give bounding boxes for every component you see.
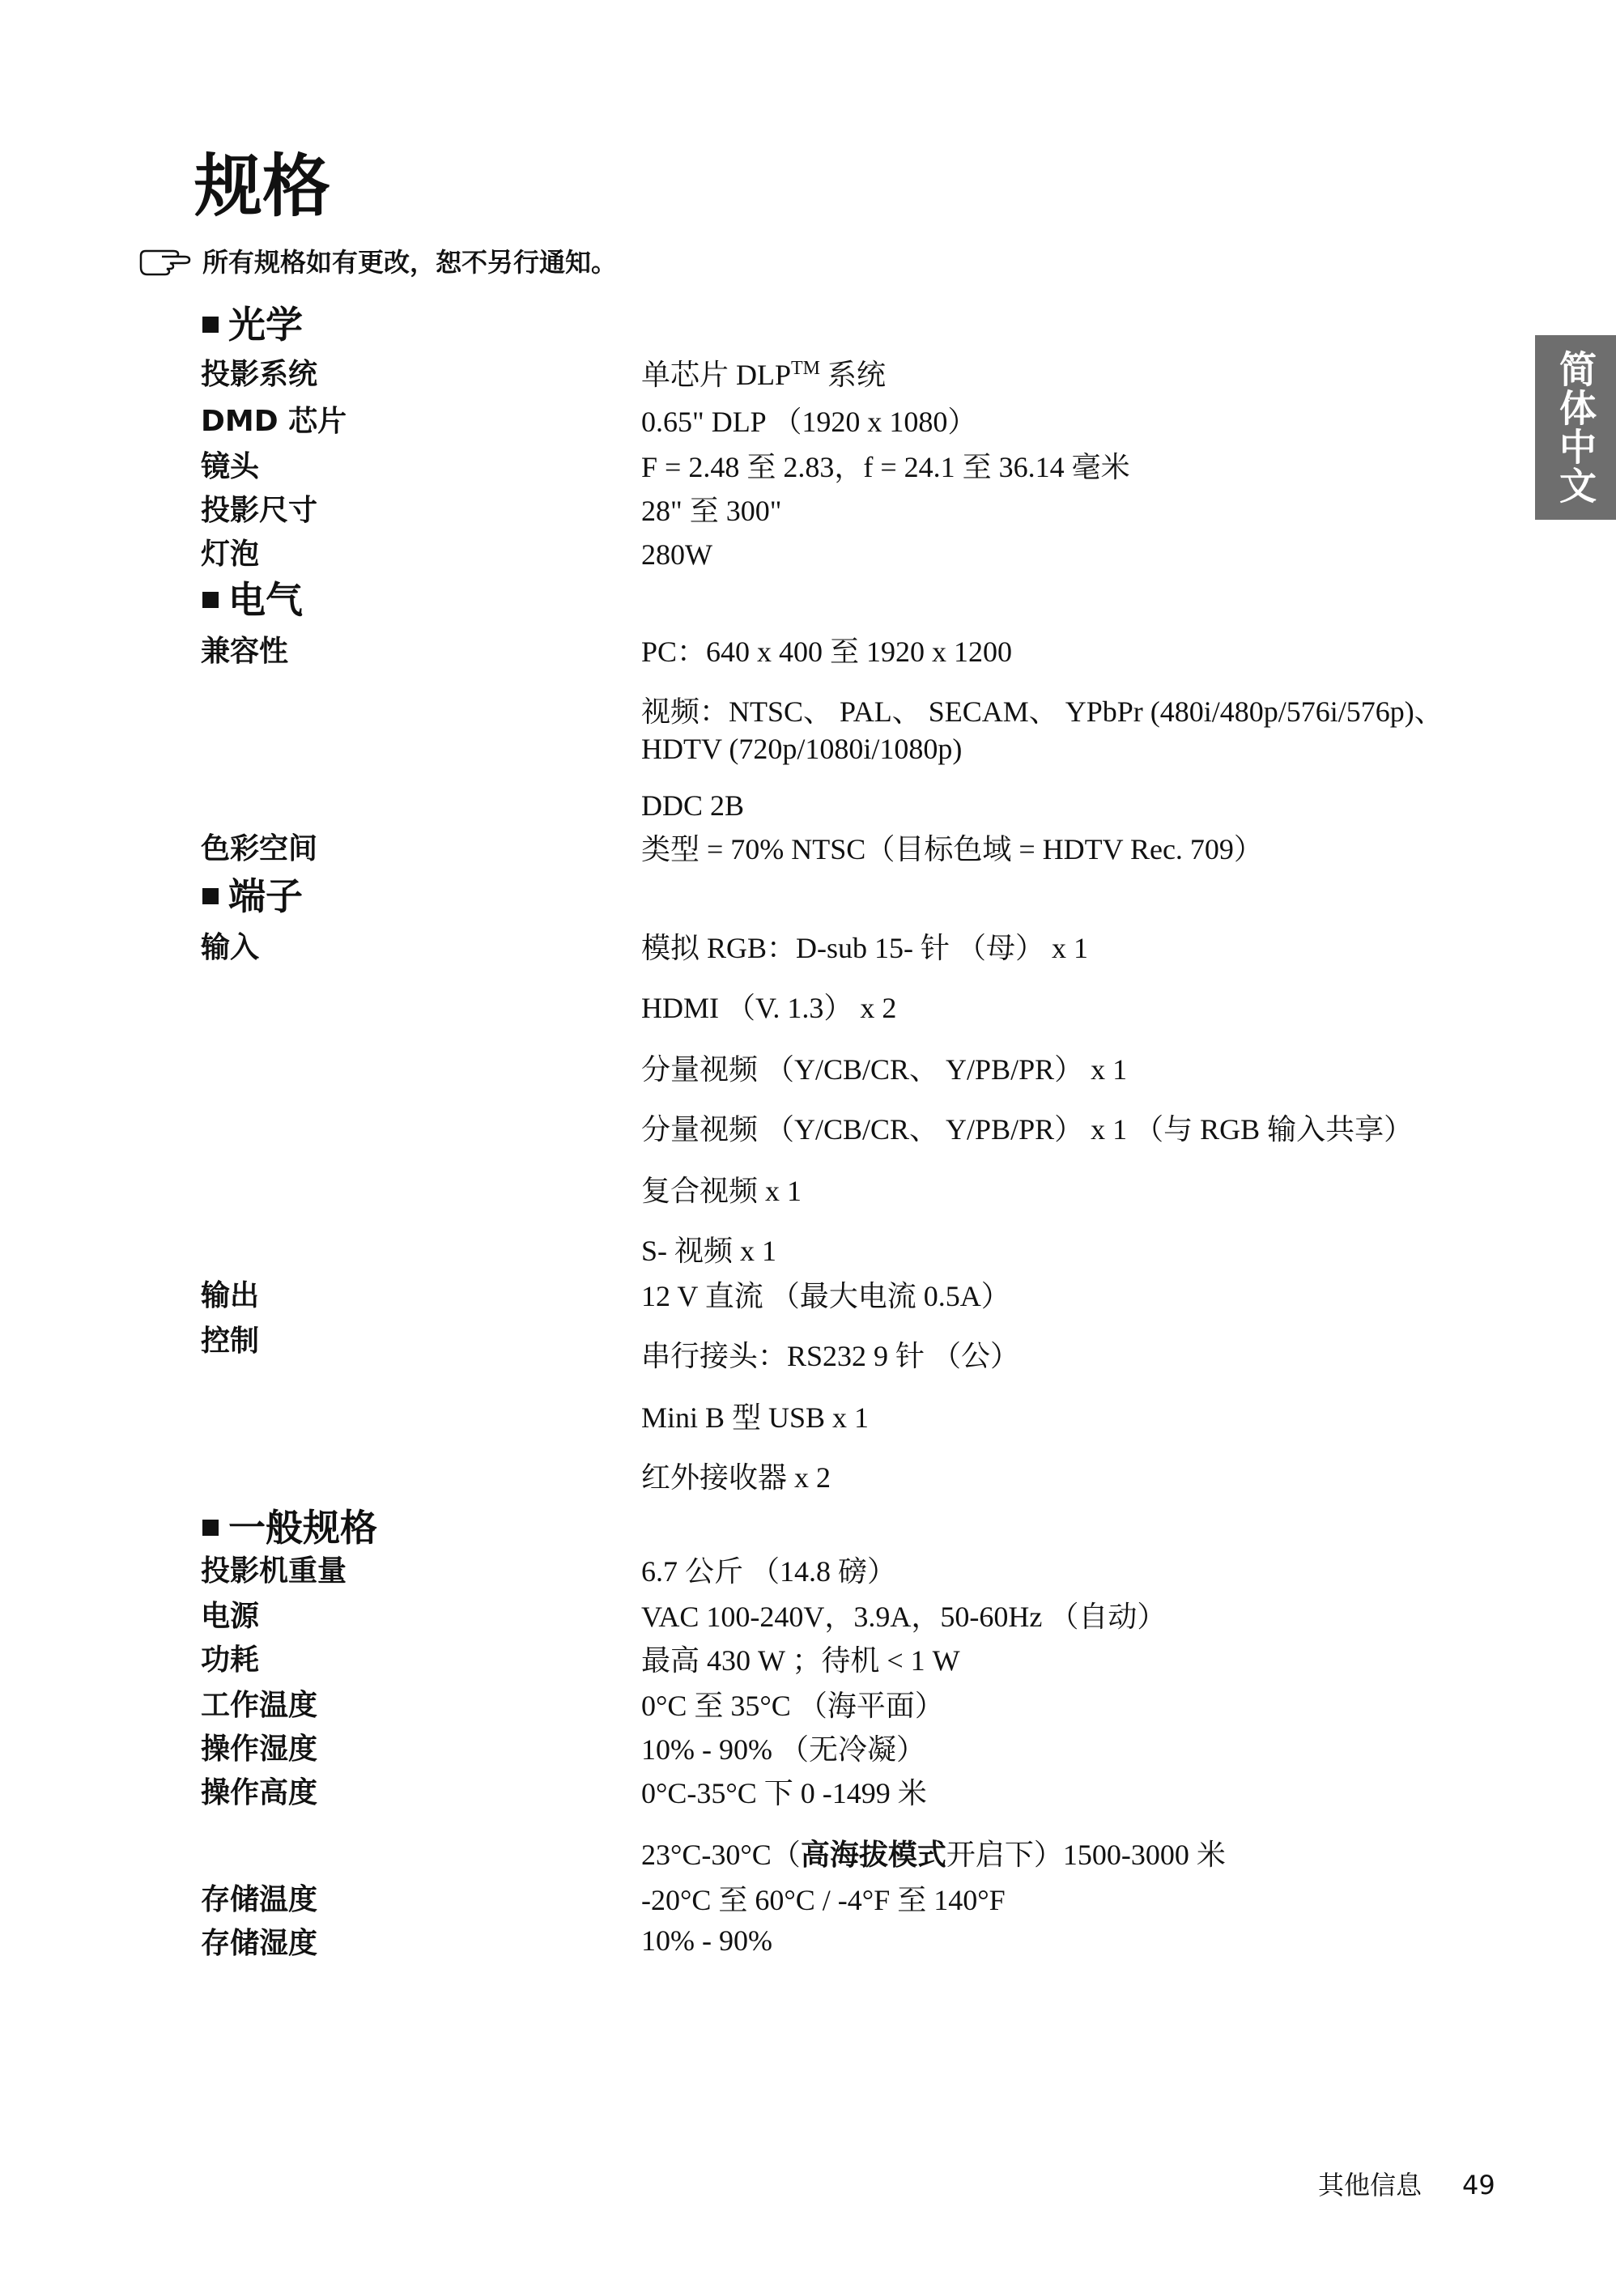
spec-label-lamp: 灯泡 — [201, 538, 260, 571]
spec-value-compat-video: 视频：NTSC、 PAL、 SECAM、 YPbPr (480i/480p/576i/576p)、HDTV (720p/1080i/1080p) — [641, 695, 1444, 765]
spec-label-storage-temp: 存储温度 — [201, 1883, 318, 1916]
spec-label-lens: 镜头 — [201, 450, 260, 483]
spec-label-operating-altitude: 操作高度 — [201, 1776, 318, 1809]
spec-value-storage-humidity: 10% - 90% — [641, 1924, 772, 1957]
spec-label-consumption: 功耗 — [201, 1643, 260, 1677]
spec-value-input-4: 分量视频 （Y/CB/CR、 Y/PB/PR） x 1 （与 RGB 输入共享） — [641, 1113, 1414, 1146]
spec-value-weight: 6.7 公斤 （14.8 磅） — [641, 1555, 897, 1588]
spec-value-compat-ddc: DDC 2B — [641, 789, 745, 822]
spec-value-operating-temp: 0°C 至 35°C （海平面） — [641, 1690, 944, 1722]
spec-label-color-space: 色彩空间 — [201, 832, 318, 865]
spec-value-input-1: 模拟 RGB：D-sub 15- 针 （母） x 1 — [641, 932, 1089, 964]
section-electrical: 电气 — [202, 575, 303, 625]
spec-label-compatibility: 兼容性 — [201, 635, 289, 668]
spec-value-input-3: 分量视频 （Y/CB/CR、 Y/PB/PR） x 1 — [641, 1053, 1128, 1086]
spec-value-input-6: S- 视频 x 1 — [641, 1235, 777, 1267]
spec-value-operating-altitude-2: 23°C-30°C（高海拔模式开启下）1500-3000 米 — [641, 1839, 1226, 1872]
spec-value-input-5: 复合视频 x 1 — [641, 1175, 802, 1207]
spec-value-lens: F = 2.48 至 2.83，f = 24.1 至 36.14 毫米 — [641, 451, 1130, 483]
spec-label-operating-temp: 工作温度 — [201, 1689, 318, 1722]
spec-value-lamp: 280W — [641, 538, 712, 571]
spec-value-projection-size: 28" 至 300" — [641, 495, 782, 527]
spec-label-output: 输出 — [201, 1279, 260, 1312]
spec-label-control: 控制 — [201, 1324, 260, 1358]
spec-value-control-2: Mini B 型 USB x 1 — [641, 1401, 870, 1434]
spec-label-weight: 投影机重量 — [201, 1554, 347, 1588]
spec-value-control-3: 红外接收器 x 2 — [641, 1461, 831, 1494]
section-optics: 光学 — [202, 300, 303, 350]
spec-value-operating-humidity: 10% - 90% （无冷凝） — [641, 1733, 925, 1766]
section-general: 一般规格 — [202, 1503, 377, 1553]
spec-value-dmd: 0.65" DLP （1920 x 1080） — [641, 406, 977, 438]
footer-section-name: 其他信息 — [1318, 2170, 1423, 2200]
section-terminals: 端子 — [202, 871, 303, 921]
spec-value-operating-altitude-1: 0°C-35°C 下 0 -1499 米 — [641, 1777, 927, 1809]
spec-label-storage-humidity: 存储湿度 — [201, 1927, 318, 1960]
spec-label-operating-humidity: 操作湿度 — [201, 1733, 318, 1766]
page-number: 49 — [1462, 2170, 1495, 2200]
note — [138, 238, 617, 283]
spec-label-power: 电源 — [201, 1600, 260, 1633]
spec-label-dmd: DMD 芯片 — [201, 405, 347, 438]
note-text: 所有规格如有更改，恕不另行通知。 — [202, 247, 618, 278]
spec-value-storage-temp: -20°C 至 60°C / -4°F 至 140°F — [641, 1884, 1006, 1916]
spec-label-input: 输入 — [201, 931, 260, 964]
bullet-square-icon — [202, 317, 219, 333]
bullet-square-icon — [202, 592, 219, 608]
spec-value-control-1: 串行接头：RS232 9 针 （公） — [641, 1340, 1020, 1372]
spec-value-color-space: 类型 = 70% NTSC（目标色域 = HDTV Rec. 709） — [641, 833, 1263, 865]
page-footer — [1318, 2165, 1495, 2205]
spec-value-projection-system: 单芯片 DLP™ 系统 — [641, 358, 887, 391]
spec-value-compat-pc: PC：640 x 400 至 1920 x 1200 — [641, 636, 1013, 668]
spec-label-projection-size: 投影尺寸 — [201, 494, 318, 527]
spec-value-output: 12 V 直流 （最大电流 0.5A） — [641, 1280, 1010, 1312]
spec-label-projection-system: 投影系统 — [201, 358, 318, 391]
bullet-square-icon — [202, 888, 219, 904]
spec-value-power: VAC 100-240V，3.9A，50-60Hz （自动） — [641, 1601, 1167, 1633]
pointing-hand-icon — [138, 244, 194, 277]
bullet-square-icon — [202, 1520, 219, 1536]
spec-value-input-2: HDMI （V. 1.3） x 2 — [641, 992, 897, 1024]
spec-value-consumption: 最高 430 W ；待机 < 1 W — [641, 1644, 960, 1677]
language-tab: 简体中文 — [1535, 335, 1616, 520]
page-title: 规格 — [194, 147, 331, 226]
